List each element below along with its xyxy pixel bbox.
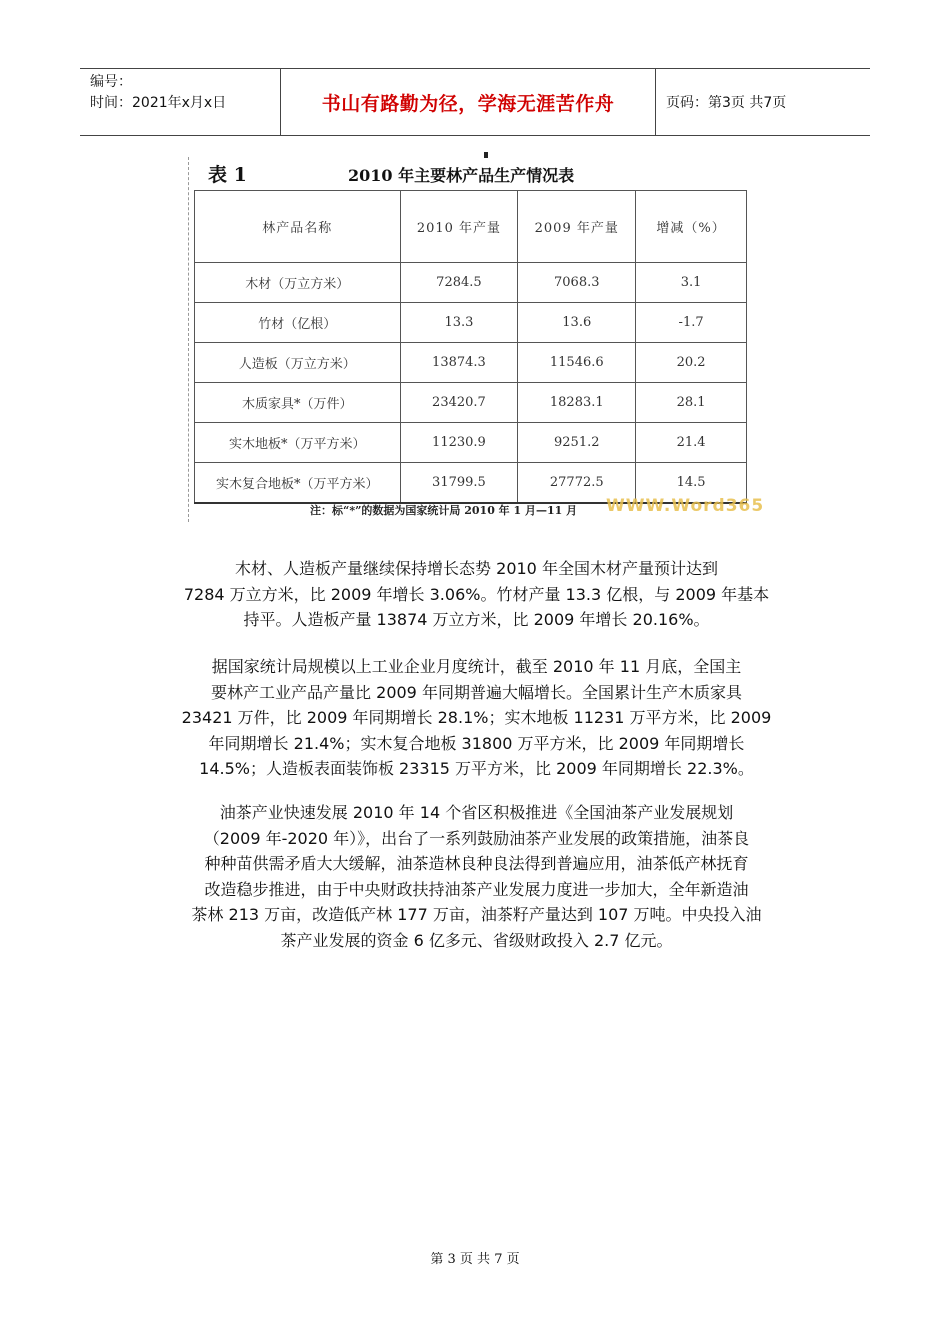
- table-cell: 28.1: [636, 383, 747, 423]
- table-cell: 木材（万立方米）: [195, 263, 401, 303]
- table-cell: 木质家具*（万件）: [195, 383, 401, 423]
- paragraph-timber: [148, 556, 805, 633]
- table-cell: 13874.3: [400, 343, 518, 383]
- text-line: 茶林 213 万亩，改造低产林 177 万亩，油茶籽产量达到 107 万吨。中央投入油: [191, 905, 762, 924]
- motto: 书山有路勤为径，学海无涯苦作舟: [321, 92, 615, 115]
- header-meta: [80, 69, 281, 135]
- table-cell: 18283.1: [518, 383, 636, 423]
- table-cell: 27772.5: [518, 463, 636, 503]
- text-line: 木材、人造板产量继续保持增长态势 2010 年全国木材产量预计达到: [235, 559, 718, 578]
- text-line: 14.5%；人造板表面装饰板 23315 万平方米，比 2009 年同期增长 22.3%。: [199, 759, 754, 778]
- table-cell: 实木复合地板*（万平方米）: [195, 463, 401, 503]
- table-cell: -1.7: [636, 303, 747, 343]
- table-cell: 3.1: [636, 263, 747, 303]
- table-cell: 21.4: [636, 423, 747, 463]
- text-line: 油茶产业快速发展 2010 年 14 个省区积极推进《全国油茶产业发展规划: [219, 803, 734, 822]
- table-cell: 13.6: [518, 303, 636, 343]
- text-line: 持平。人造板产量 13874 万立方米，比 2009 年增长 20.16%。: [243, 610, 710, 629]
- table-cell: 7068.3: [518, 263, 636, 303]
- page-info: 页码：第3页 共7页: [666, 95, 787, 111]
- column-header: 2009 年产量: [518, 191, 636, 263]
- table-figure: [188, 152, 766, 522]
- paragraph-industry-stats: [148, 654, 805, 782]
- paragraph-oil-tea: [148, 800, 805, 953]
- table-title: 2010 年主要林产品生产情况表: [348, 166, 575, 185]
- header-page-info: [656, 69, 870, 135]
- text-line: 改造稳步推进，由于中央财政扶持油茶产业发展力度进一步加大，全年新造油: [204, 879, 749, 899]
- text-line: 7284 万立方米，比 2009 年增长 3.06%。竹材产量 13.3 亿根，与 2009 年基本: [183, 584, 770, 604]
- table-row: [195, 423, 747, 463]
- table-cell: 11230.9: [400, 423, 518, 463]
- column-header: 增减（%）: [636, 191, 747, 263]
- column-header: 2010 年产量: [400, 191, 518, 263]
- table-row: [195, 303, 747, 343]
- table-cell: 14.5: [636, 463, 747, 503]
- text-line: 要林产工业产品产量比 2009 年同期普遍大幅增长。全国累计生产木质家具: [211, 682, 742, 702]
- page-footer: 第 3 页 共 7 页: [430, 1252, 520, 1267]
- table-cell: 9251.2: [518, 423, 636, 463]
- table-note: 注：标“*”的数据为国家统计局 2010 年 1 月—11 月: [310, 504, 578, 517]
- serial-label: 编号：: [90, 74, 132, 90]
- scan-mark: [484, 152, 488, 158]
- text-line: 23421 万件，比 2009 年同期增长 28.1%；实木地板 11231 万平方米，比 2009: [181, 708, 772, 727]
- date-label: 时间：2021年x月x日: [90, 95, 227, 111]
- text-line: 据国家统计局规模以上工业企业月度统计，截至 2010 年 11 月底，全国主: [211, 657, 742, 676]
- table-cell: 11546.6: [518, 343, 636, 383]
- header-motto-cell: [281, 69, 656, 135]
- table-row: [195, 383, 747, 423]
- table-caption: 表 1: [208, 164, 247, 186]
- scan-edge-line: [188, 157, 189, 522]
- watermark: WWW.Word365: [606, 496, 765, 516]
- table-cell: 13.3: [400, 303, 518, 343]
- table-cell: 竹材（亿根）: [195, 303, 401, 343]
- column-header: 林产品名称: [195, 191, 401, 263]
- table-header-row: [195, 191, 747, 263]
- table-row: [195, 263, 747, 303]
- table-cell: 31799.5: [400, 463, 518, 503]
- text-line: （2009 年-2020 年）》，出台了一系列鼓励油茶产业发展的政策措施，油茶良: [203, 828, 750, 848]
- text-line: 年同期增长 21.4%；实木复合地板 31800 万平方米，比 2009 年同期增长: [208, 733, 745, 753]
- table-cell: 实木地板*（万平方米）: [195, 423, 401, 463]
- table-cell: 20.2: [636, 343, 747, 383]
- table-cell: 23420.7: [400, 383, 518, 423]
- production-table: [194, 190, 747, 504]
- table-row: [195, 343, 747, 383]
- table-cell: 7284.5: [400, 263, 518, 303]
- table-cell: 人造板（万立方米）: [195, 343, 401, 383]
- page-header: [80, 68, 870, 136]
- text-line: 茶产业发展的资金 6 亿多元、省级财政投入 2.7 亿元。: [280, 930, 673, 950]
- text-line: 种种苗供需矛盾大大缓解，油茶造林良种良法得到普遍应用，油茶低产林抚育: [204, 854, 749, 873]
